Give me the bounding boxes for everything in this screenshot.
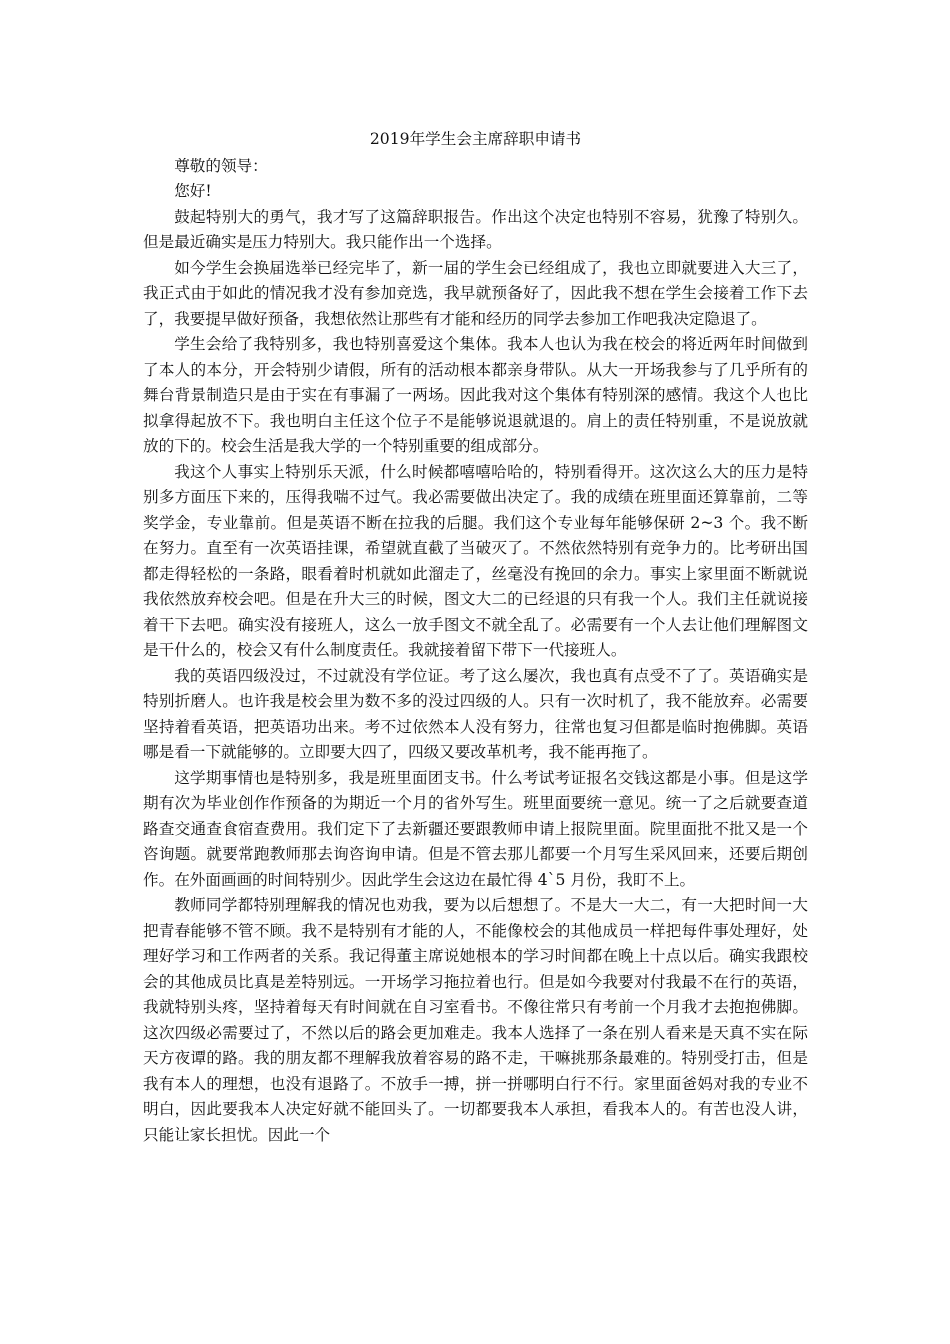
paragraph: 这学期事情也是特别多，我是班里面团支书。什么考试考证报名交钱这都是小事。但是这学期有次为毕业创作作预备的为期近一个月的省外写生。班里面要统一意见。统一了之后就要查道路查交通查食宿查费用。我们定下了去新疆还要跟教师申请上报院里面。院里面批不批又是一个咨询题。就要常跑教师那去询咨询申请。但是不管去那儿都要一个月写生采风回来，还要后期创作。在外面画画的时间特别少。因此学生会这边在最忙得 4`5 月份，我盯不上。	[143, 768, 808, 889]
salutation: 尊敬的领导：	[174, 156, 268, 175]
document-body	[143, 127, 808, 1148]
paragraph: 鼓起特别大的勇气，我才写了这篇辞职报告。作出这个决定也特别不容易，犹豫了特别久。但是最近确实是压力特别大。我只能作出一个选择。	[143, 207, 808, 251]
paragraph: 教师同学都特别理解我的情况也劝我，要为以后想想了。不是大一大二，有一大把时间一大把青春能够不管不顾。我不是特别有才能的人，不能像校会的其他成员一样把每件事处理好，处理好学习和工作两者的关系。我记得董主席说她根本的学习时间都在晚上十点以后。确实我跟校会的其他成员比真是差特别远。一开场学习拖拉着也行。但是如今我要对付我最不在行的英语，我就特别头疼，坚持着每天有时间就在自习室看书。不像往常只有考前一个月我才去抱抱佛脚。这次四级必需要过了，不然以后的路会更加难走。我本人选择了一条在别人看来是天真不实在际天方夜谭的路。我的朋友都不理解我放着容易的路不走，干嘛挑那条最难的。特别受打击，但是我有本人的理想，也没有退路了。不放手一搏，拼一拼哪明白行不行。家里面爸妈对我的专业不明白，因此要我本人决定好就不能回头了。一切都要我本人承担，看我本人的。有苦也没人讲，只能让家长担忧。因此一个	[143, 896, 808, 1144]
paragraph: 我的英语四级没过，不过就没有学位证。考了这么屡次，我也真有点受不了了。英语确实是特别折磨人。也许我是校会里为数不多的没过四级的人。只有一次时机了，我不能放弃。必需要坚持着看英语，把英语功出来。考不过依然本人没有努力，往常也复习但都是临时抱佛脚。英语哪是看一下就能够的。立即要大四了，四级又要改革机考，我不能再拖了。	[143, 666, 808, 761]
document-title: 2019年学生会主席辞职申请书	[369, 130, 582, 148]
paragraph: 如今学生会换届选举已经完毕了，新一届的学生会已经组成了，我也立即就要进入大三了，我正式由于如此的情况我才没有参加竞选，我早就预备好了，因此我不想在学生会接着工作下去了，我要提早做好预备，我想依然让那些有才能和经历的同学去参加工作吧我决定隐退了。	[143, 258, 808, 328]
paragraph: 学生会给了我特别多，我也特别喜爱这个集体。我本人也认为我在校会的将近两年时间做到了本人的本分，开会特别少请假，所有的活动根本都亲身带队。从大一开场我参与了几乎所有的舞台背景制造只是由于实在有事漏了一两场。因此我对这个集体有特别深的感情。我这个人也比拟拿得起放不下。我也明白主任这个位子不是能够说退就退的。肩上的责任特别重，不是说放就放的下的。校会生活是我大学的一个特别重要的组成部分。	[143, 335, 808, 455]
paragraph: 我这个人事实上特别乐天派，什么时候都嘻嘻哈哈的，特别看得开。这次这么大的压力是特别多方面压下来的，压得我喘不过气。我必需要做出决定了。我的成绩在班里面还算靠前，二等奖学金，专业靠前。但是英语不断在拉我的后腿。我们这个专业每年能够保研 2~3 个。我不断在努力。直至有一次英语挂课，希望就直截了当破灭了。不然依然特别有竞争力的。比考研出国都走得轻松的一条路，眼看着时机就如此溜走了，丝毫没有挽回的余力。事实上家里面不断就说我依然放弃校会吧。但是在升大三的时候，图文大二的已经退的只有我一个人。我们主任就说接着干下去吧。确实没有接班人，这么一放手图文不就全乱了。必需要有一个人去让他们理解图文是干什么的，校会又有什么制度责任。我就接着留下带下一代接班人。	[143, 462, 808, 659]
greeting: 您好!	[174, 182, 212, 200]
